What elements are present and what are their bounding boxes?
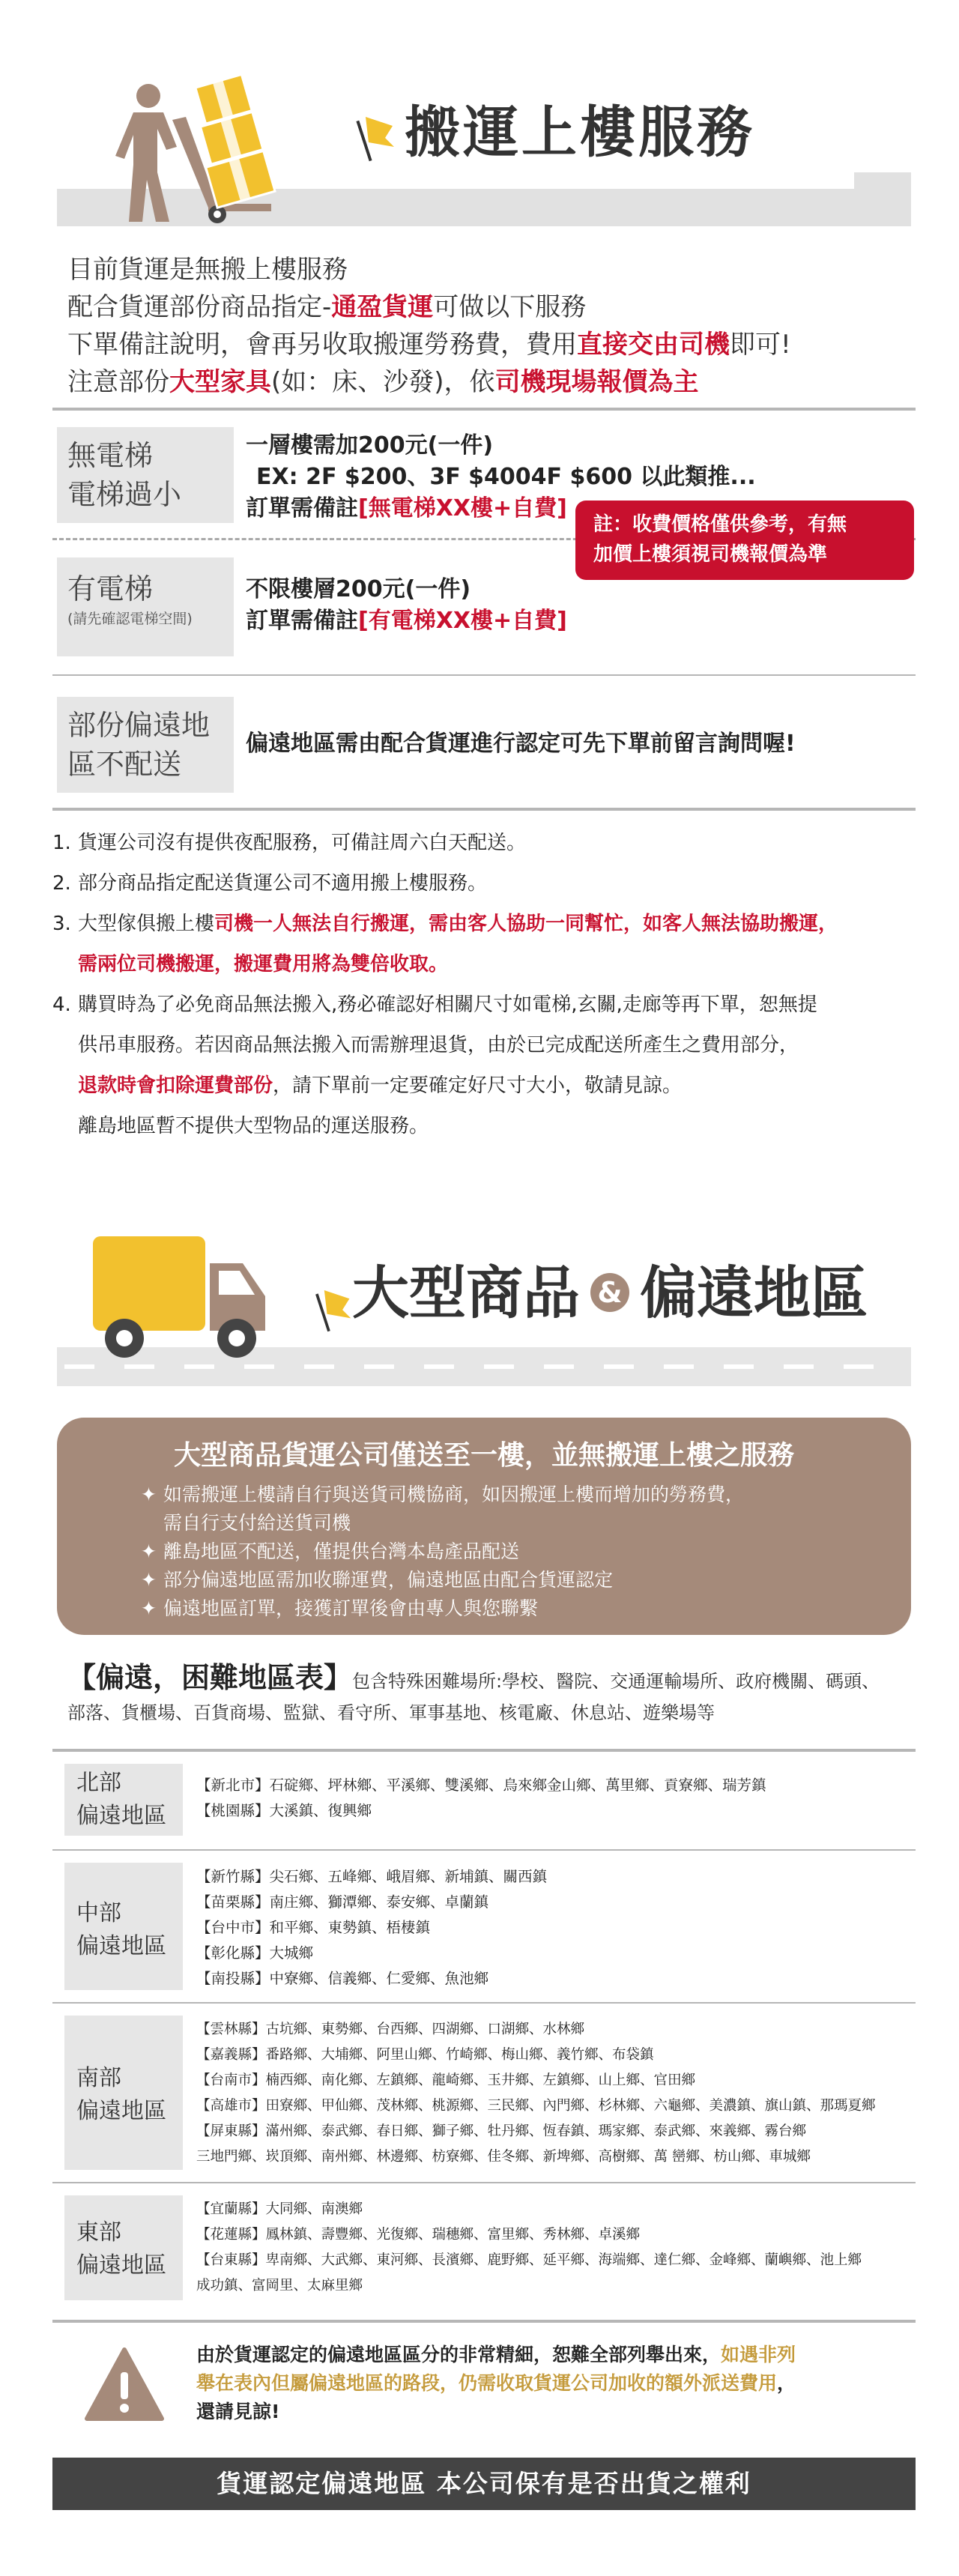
divider bbox=[52, 1849, 916, 1851]
info-item: ✦ 偏遠地區訂單，接獲訂單後會由專人與您聯繫 bbox=[141, 1594, 744, 1623]
list-item: 2. 部分商品指定配送貨運公司不適用搬上樓服務。 bbox=[52, 872, 488, 895]
region-label-north: 北部 偏遠地區 bbox=[64, 1764, 183, 1836]
intro-line-4: 注意部份大型家具(如：床、沙發)，依司機現場報價為主 bbox=[67, 367, 699, 397]
price-note-badge: 註：收費價格僅供參考，有無 加價上樓須視司機報價為準 bbox=[575, 501, 914, 580]
truck-icon bbox=[90, 1236, 270, 1359]
intro-line-3: 下單備註說明，會再另收取搬運勞務費，費用直接交由司機即可! bbox=[67, 330, 791, 360]
road-lines bbox=[57, 1364, 911, 1369]
mover-with-boxes-icon bbox=[112, 75, 322, 225]
ampersand-badge: & bbox=[590, 1273, 629, 1312]
intro-text bbox=[67, 251, 914, 401]
info-item: ✦ 部分偏遠地區需加收聯運費，偏遠地區由配合貨運認定 bbox=[141, 1566, 744, 1594]
star-icon: ✦ bbox=[141, 1541, 157, 1562]
region-label-south: 南部 偏遠地區 bbox=[64, 2016, 183, 2170]
info-box-list bbox=[141, 1481, 744, 1623]
region-label-east: 東部 偏遠地區 bbox=[64, 2195, 183, 2300]
list-item-continued: 退款時會扣除運費部份，請下單前一定要確定好尺寸大小，敬請見諒。 bbox=[78, 1074, 683, 1097]
divider bbox=[52, 2002, 916, 2004]
remote-no-delivery-text: 偏遠地區需由配合貨運進行認定可先下單前留言詢問喔! bbox=[246, 731, 796, 757]
divider bbox=[52, 1749, 916, 1752]
list-item: 3. 大型傢俱搬上樓司機一人無法自行搬運，需由客人協助一同幫忙，如客人無法協助搬運， bbox=[52, 913, 838, 935]
no-elevator-label: 無電梯 電梯過小 bbox=[57, 427, 234, 523]
large-item-info-box bbox=[57, 1418, 911, 1635]
divider bbox=[52, 2320, 916, 2323]
remote-warning-text: 由於貨運認定的偏遠地區區分的非常精細，恕難全部列舉出來，如遇非列 舉在表內但屬偏遠地區的路段，仍需收取貨運公司加收的額外派送費用， 還請見諒! bbox=[196, 2344, 796, 2422]
section1-header bbox=[0, 0, 959, 240]
divider bbox=[52, 408, 916, 411]
footer-notice-bar: 貨運認定偏遠地區 本公司保有是否出貨之權利 bbox=[52, 2458, 916, 2510]
region-list-central: 【新竹縣】尖石鄉、五峰鄉、峨眉鄉、新埔鎮、關西鎮 【苗栗縣】南庄鄉、獅潭鄉、泰安鄉、卓蘭鎮 【台中市】和平鄉、東勢鎮、梧棲鎮 【彰化縣】大城鄉 【南投縣】中寮鄉、信義鄉、仁愛鄉、魚池鄉 bbox=[196, 1868, 548, 1987]
list-item: 4. 購買時為了必免商品無法搬入,務必確認好相關尺寸如電梯,玄關,走廊等再下單，恕無提 bbox=[52, 994, 817, 1016]
list-item-continued: 離島地區暫不提供大型物品的運送服務。 bbox=[78, 1115, 429, 1137]
section2-header bbox=[0, 1199, 959, 1394]
info-item: ✦ 離島地區不配送，僅提供台灣本島產品配送 bbox=[141, 1538, 744, 1566]
star-icon: ✦ bbox=[141, 1597, 157, 1619]
elevator-text: 不限樓層200元(一件) 訂單需備註[有電梯XX樓+自費] bbox=[246, 576, 567, 634]
flag-icon bbox=[312, 1286, 354, 1337]
region-list-north: 【新北市】石碇鄉、坪林鄉、平溪鄉、雙溪鄉、烏來鄉金山鄉、萬里鄉、貢寮鄉、瑞芳鎮 【桃園縣】大溪鎮、復興鄉 bbox=[196, 1777, 766, 1819]
header-floor-step bbox=[854, 172, 911, 189]
section1-title: 搬運上樓服務 bbox=[405, 100, 755, 165]
notes-list bbox=[52, 823, 937, 1146]
intro-line-2: 配合貨運部份商品指定-通盈貨運可做以下服務 bbox=[67, 292, 587, 322]
divider bbox=[52, 674, 916, 676]
info-item-continued: 需自行支付給送貨司機 bbox=[163, 1512, 351, 1534]
star-icon: ✦ bbox=[141, 1569, 157, 1591]
divider bbox=[52, 2182, 916, 2183]
warning-icon bbox=[84, 2347, 165, 2422]
divider bbox=[52, 808, 916, 811]
list-item: 1. 貨運公司沒有提供夜配服務，可備註周六白天配送。 bbox=[52, 832, 527, 854]
region-label-central: 中部 偏遠地區 bbox=[64, 1863, 183, 1990]
star-icon: ✦ bbox=[141, 1484, 157, 1505]
no-elevator-text: 一層樓需加200元(一件) EX: 2F $200、3F $4004F $600 以此類推... 訂單需備註[無電梯XX樓+自費] bbox=[246, 432, 756, 521]
intro-line-1: 目前貨運是無搬上樓服務 bbox=[67, 255, 348, 285]
elevator-label: 有電梯 (請先確認電梯空間) bbox=[57, 557, 234, 656]
info-item: ✦ 如需搬運上樓請自行與送貨司機協商，如因搬運上樓而增加的勞務費， bbox=[141, 1481, 744, 1509]
region-list-east: 【宜蘭縣】大同鄉、南澳鄉 【花蓮縣】鳳林鎮、壽豐鄉、光復鄉、瑞穗鄉、富里鄉、秀林鄉、卓溪鄉 【台東縣】卑南鄉、大武鄉、東河鄉、長濱鄉、鹿野鄉、延平鄉、海端鄉、達仁鄉、金峰鄉、蘭嶼鄉、池上鄉 成功鎮、富岡里、太麻里鄉 bbox=[196, 2201, 862, 2294]
flag-icon bbox=[352, 112, 397, 166]
section2-title: 大型商品 & 偏遠地區 bbox=[352, 1260, 868, 1326]
info-box-heading: 大型商品貨運公司僅送至一樓，並無搬運上樓之服務 bbox=[173, 1440, 794, 1471]
list-item-continued: 需兩位司機搬運，搬運費用將為雙倍收取。 bbox=[78, 953, 449, 976]
region-list-south: 【雲林縣】古坑鄉、東勢鄉、台西鄉、四湖鄉、口湖鄉、水林鄉 【嘉義縣】番路鄉、大埔鄉、阿里山鄉、竹崎鄉、梅山鄉、義竹鄉、布袋鎮 【台南市】楠西鄉、南化鄉、左鎮鄉、龍崎鄉、玉井鄉、左鎮鄉、山上鄉、官田鄉 【高雄市】田寮鄉、甲仙鄉、茂林鄉、桃源鄉、三民鄉、內門鄉、杉林鄉、六龜鄉、美濃鎮、旗山鎮、那瑪夏鄉 【屏東縣】滿州鄉、泰武鄉、春日鄉、獅子鄉、牡丹鄉、恆春鎮、瑪家鄉、泰武鄉、來義鄉、霧台鄉 三地門鄉、崁頂鄉、南州鄉、林邊鄉、枋寮鄉、佳冬鄉、新埤鄉、高樹鄉、萬 巒鄉、枋山鄉、車城鄉 bbox=[196, 2022, 876, 2165]
remote-table-header: 【偏遠，困難地區表】包含特殊困難場所:學校、醫院、交通運輸場所、政府機關、碼頭、 部落、貨櫃場、百貨商場、監獄、看守所、軍事基地、核電廠、休息站、遊樂場等 bbox=[67, 1661, 880, 1723]
list-item-continued: 供吊車服務。若因商品無法搬入而需辦理退貨，由於已完成配送所產生之費用部分， bbox=[78, 1034, 799, 1056]
remote-no-delivery-label: 部份偏遠地 區不配送 bbox=[57, 697, 234, 793]
